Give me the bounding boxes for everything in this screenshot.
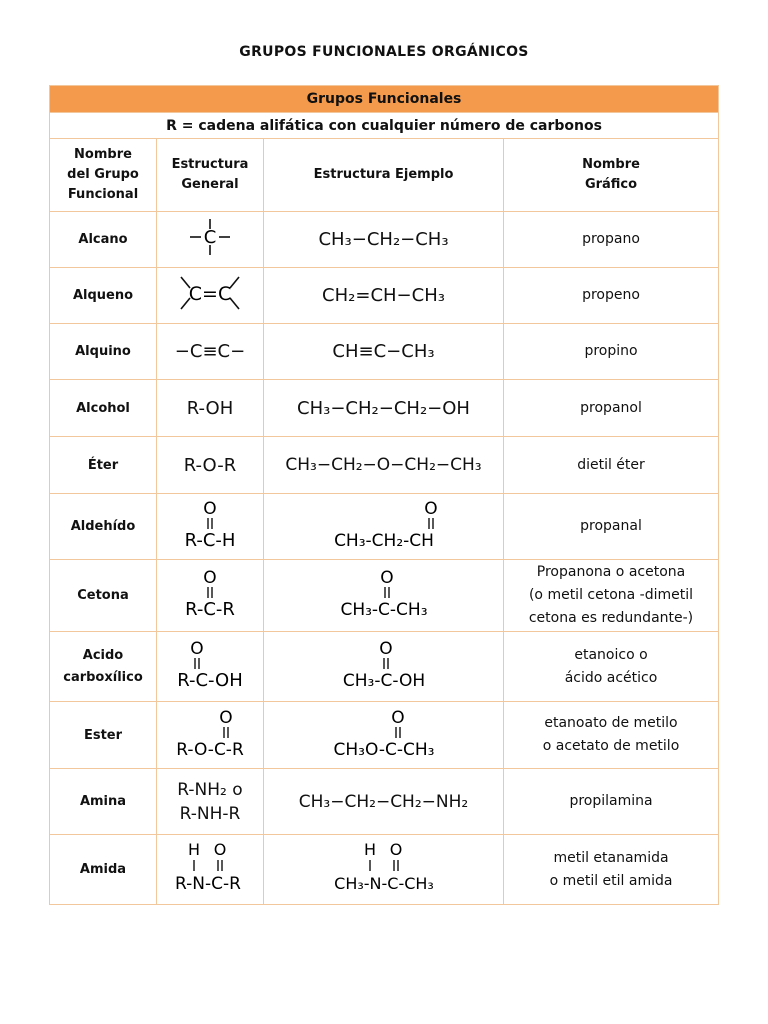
- table-row: [50, 268, 719, 324]
- functional-groups-table: [49, 85, 718, 905]
- general-structure: R-OH: [157, 380, 264, 437]
- svg-text:CH₃O-C-CH₃: CH₃O-C-CH₃: [333, 739, 434, 760]
- general-structure: [157, 835, 264, 905]
- graphic-name: propeno: [504, 268, 719, 324]
- example-structure: CH≡C−CH₃: [264, 324, 504, 380]
- table-row: [50, 835, 719, 905]
- group-name: Éter: [50, 437, 157, 494]
- general-structure: [157, 268, 264, 324]
- svg-text:R-C-OH: R-C-OH: [177, 670, 243, 691]
- example-structure: [264, 632, 504, 702]
- group-name: Cetona: [50, 560, 157, 632]
- graphic-name: Propanona o acetona (o metil cetona -dimetil cetona es redundante-): [504, 560, 719, 632]
- graphic-name: etanoico o ácido acético: [504, 632, 719, 702]
- group-name: Acido carboxílico: [50, 632, 157, 702]
- group-name: Alcano: [50, 212, 157, 268]
- svg-text:O: O: [203, 568, 217, 588]
- example-structure: [264, 835, 504, 905]
- svg-text:O: O: [389, 840, 402, 859]
- svg-text:O: O: [213, 840, 227, 859]
- general-structure: [157, 560, 264, 632]
- column-header-general: Estructura General: [157, 139, 264, 212]
- example-structure: CH₃−CH₂−CH₂−OH: [264, 380, 504, 437]
- ketone-example-structure: [309, 565, 459, 621]
- general-structure: [157, 632, 264, 702]
- group-name: Alqueno: [50, 268, 157, 324]
- svg-text:O: O: [378, 639, 393, 659]
- svg-text:O: O: [219, 707, 233, 728]
- column-header-graphic: Nombre Gráfico: [504, 139, 719, 212]
- group-name: Alcohol: [50, 380, 157, 437]
- acid-example-structure: [309, 636, 459, 692]
- example-structure: CH₃−CH₂−CH₃: [264, 212, 504, 268]
- table-row: [50, 212, 719, 268]
- general-structure: [157, 212, 264, 268]
- general-structure: R-O-R: [157, 437, 264, 494]
- example-structure: [264, 560, 504, 632]
- column-header-name: Nombre del Grupo Funcional: [50, 139, 157, 212]
- general-structure: [157, 494, 264, 560]
- graphic-name: propilamina: [504, 769, 719, 835]
- graphic-name: propino: [504, 324, 719, 380]
- general-structure: R-NH₂ o R-NH-R: [157, 769, 264, 835]
- group-name: Alquino: [50, 324, 157, 380]
- svg-text:O: O: [203, 499, 217, 519]
- svg-text:C: C: [203, 227, 217, 248]
- aldehyde-example-structure: [309, 496, 459, 552]
- svg-text:C=C: C=C: [188, 283, 232, 305]
- table-row: [50, 437, 719, 494]
- table-header: Grupos Funcionales: [50, 86, 719, 113]
- svg-text:R-C-R: R-C-R: [185, 599, 235, 620]
- svg-text:O: O: [423, 499, 438, 519]
- svg-text:H: H: [187, 840, 201, 859]
- table-row: [50, 560, 719, 632]
- svg-text:CH₃-C-CH₃: CH₃-C-CH₃: [339, 600, 428, 620]
- graphic-name: propanal: [504, 494, 719, 560]
- svg-text:R-N-C-R: R-N-C-R: [175, 874, 241, 894]
- example-structure: CH₂=CH−CH₃: [264, 268, 504, 324]
- column-header-example: Estructura Ejemplo: [264, 139, 504, 212]
- general-structure: [157, 702, 264, 769]
- table-row: [50, 324, 719, 380]
- table-row: [50, 702, 719, 769]
- svg-text:CH₃-N-C-CH₃: CH₃-N-C-CH₃: [333, 874, 434, 893]
- svg-text:O: O: [390, 707, 405, 728]
- graphic-name: propano: [504, 212, 719, 268]
- table-row: [50, 632, 719, 702]
- alkane-structure: [170, 215, 250, 259]
- graphic-name: metil etanamida o metil etil amida: [504, 835, 719, 905]
- table-subheader: R = cadena alifática con cualquier número de carbonos: [50, 113, 719, 139]
- group-name: Amida: [50, 835, 157, 905]
- svg-text:CH₃-CH₂-CH: CH₃-CH₂-CH: [333, 531, 434, 551]
- example-structure: [264, 702, 504, 769]
- table-row: [50, 769, 719, 835]
- alkene-structure: [167, 271, 253, 315]
- svg-text:R-C-H: R-C-H: [184, 530, 236, 551]
- table-row: [50, 494, 719, 560]
- group-name: Aldehído: [50, 494, 157, 560]
- amide-general-structure: [158, 837, 262, 897]
- svg-text:R-O-C-R: R-O-C-R: [176, 739, 244, 760]
- ketone-general-structure: [165, 565, 255, 621]
- graphic-name: etanoato de metilo o acetato de metilo: [504, 702, 719, 769]
- ester-example-structure: [304, 705, 464, 761]
- group-name: Amina: [50, 769, 157, 835]
- general-structure: −C≡C−: [157, 324, 264, 380]
- graphic-name: dietil éter: [504, 437, 719, 494]
- table-row: [50, 380, 719, 437]
- example-structure: CH₃−CH₂−CH₂−NH₂: [264, 769, 504, 835]
- svg-text:H: H: [363, 840, 376, 859]
- example-structure: [264, 494, 504, 560]
- ester-general-structure: [158, 705, 262, 761]
- svg-text:CH₃-C-OH: CH₃-C-OH: [342, 671, 425, 691]
- document-title: GRUPOS FUNCIONALES ORGÁNICOS: [239, 44, 529, 60]
- group-name: Ester: [50, 702, 157, 769]
- example-structure: CH₃−CH₂−O−CH₂−CH₃: [264, 437, 504, 494]
- acid-general-structure: [160, 636, 260, 692]
- amide-example-structure: [309, 837, 459, 897]
- graphic-name: propanol: [504, 380, 719, 437]
- aldehyde-general-structure: [165, 496, 255, 552]
- svg-text:O: O: [190, 639, 204, 659]
- svg-text:O: O: [379, 568, 394, 588]
